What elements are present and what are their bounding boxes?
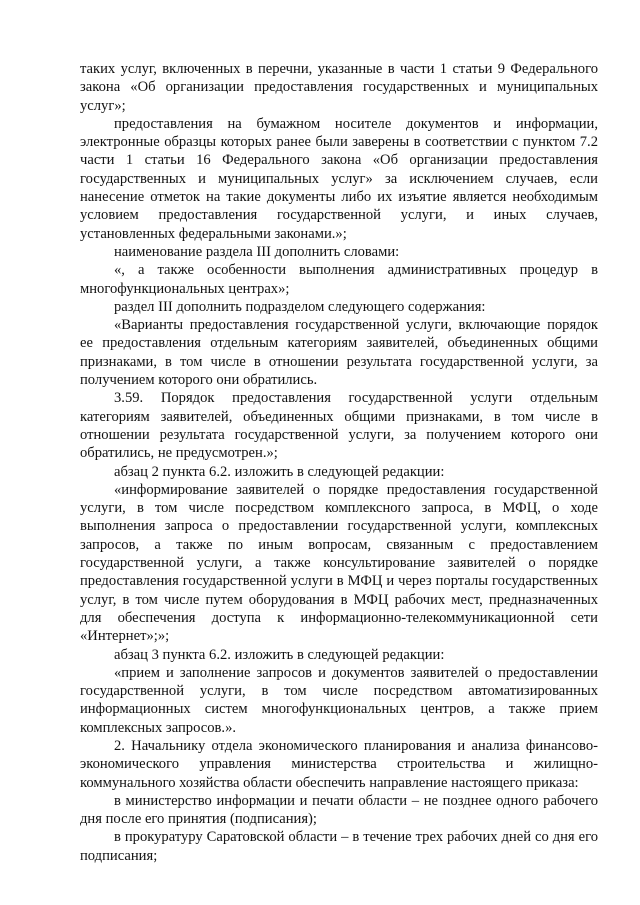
paragraph: «, а также особенности выполнения административных процедур в многофункциональных центрах»; — [80, 262, 598, 297]
paragraph: в министерство информации и печати области – не позднее одного рабочего дня после его принятия (подписания); — [80, 792, 598, 828]
paragraph: «прием и заполнение запросов и документов заявителей о предоставлении государственной услуги, в том числе посредством автоматизированных информационных систем многофункциональных центров, а также прием комплексных запросов.». — [80, 664, 598, 736]
paragraph: 3.59. Порядок предоставления государственной услуги отдельным категориям заявителей, объединенных общими признаками, в том числе в отношении результата государственной услуги, за получением которого они обратились, не предусмотрен.»; — [80, 390, 598, 462]
paragraph: раздел III дополнить подразделом следующего содержания: — [114, 298, 486, 315]
paragraph: «информирование заявителей о порядке предоставления государственной услуги, в том числе посредством комплексного запроса, в МФЦ, о ходе выполнения запроса о предоставлении государственной услуги, комплексных запросов, а также по иным вопросам, связанным с предоставлением государственной услуги, а также консультирование заявителей о порядке предоставления государственной услуги в МФЦ и через порталы государственных услуг, в том числе путем оборудования в МФЦ рабочих мест, предназначенных для обеспечения доступа к информационно-телекоммуникационной сети «Интернет»;»; — [80, 481, 598, 645]
paragraph: предоставления на бумажном носителе документов и информации, электронные образцы которых ранее были заверены в соответствии с пунктом 7.2 части 1 статьи 16 Федерального закона «Об организации предоставления государственных и муниципальных услуг» за исключением случаев, если нанесение отметок на такие документы либо их изъятие является необходимым условием предоставления государственной услуги, и иных случаев, установленных федеральными законами.»; — [80, 115, 598, 242]
document-body — [80, 60, 598, 865]
paragraph: «Варианты предоставления государственной услуги, включающие порядок ее предоставления отдельным категориям заявителей, объединенных общими признаками, в том числе в отношении результата государственной услуги, за получением которого они обратились. — [80, 317, 598, 389]
paragraph: в прокуратуру Саратовской области – в течение трех рабочих дней со дня его подписания; — [80, 829, 598, 864]
paragraph: наименование раздела III дополнить словами: — [114, 243, 400, 260]
paragraph: 2. Начальнику отдела экономического планирования и анализа финансово-экономического управления министерства строительства и жилищно-коммунального хозяйства области обеспечить направление настоящего приказа: — [80, 737, 598, 791]
paragraph-continuation: таких услуг, включенных в перечни, указанные в части 1 статьи 9 Федерального закона «Об организации предоставления государственных и муниципальных услуг»; — [80, 61, 598, 114]
paragraph: абзац 2 пункта 6.2. изложить в следующей редакции: — [114, 463, 445, 480]
paragraph: абзац 3 пункта 6.2. изложить в следующей редакции: — [114, 646, 445, 663]
